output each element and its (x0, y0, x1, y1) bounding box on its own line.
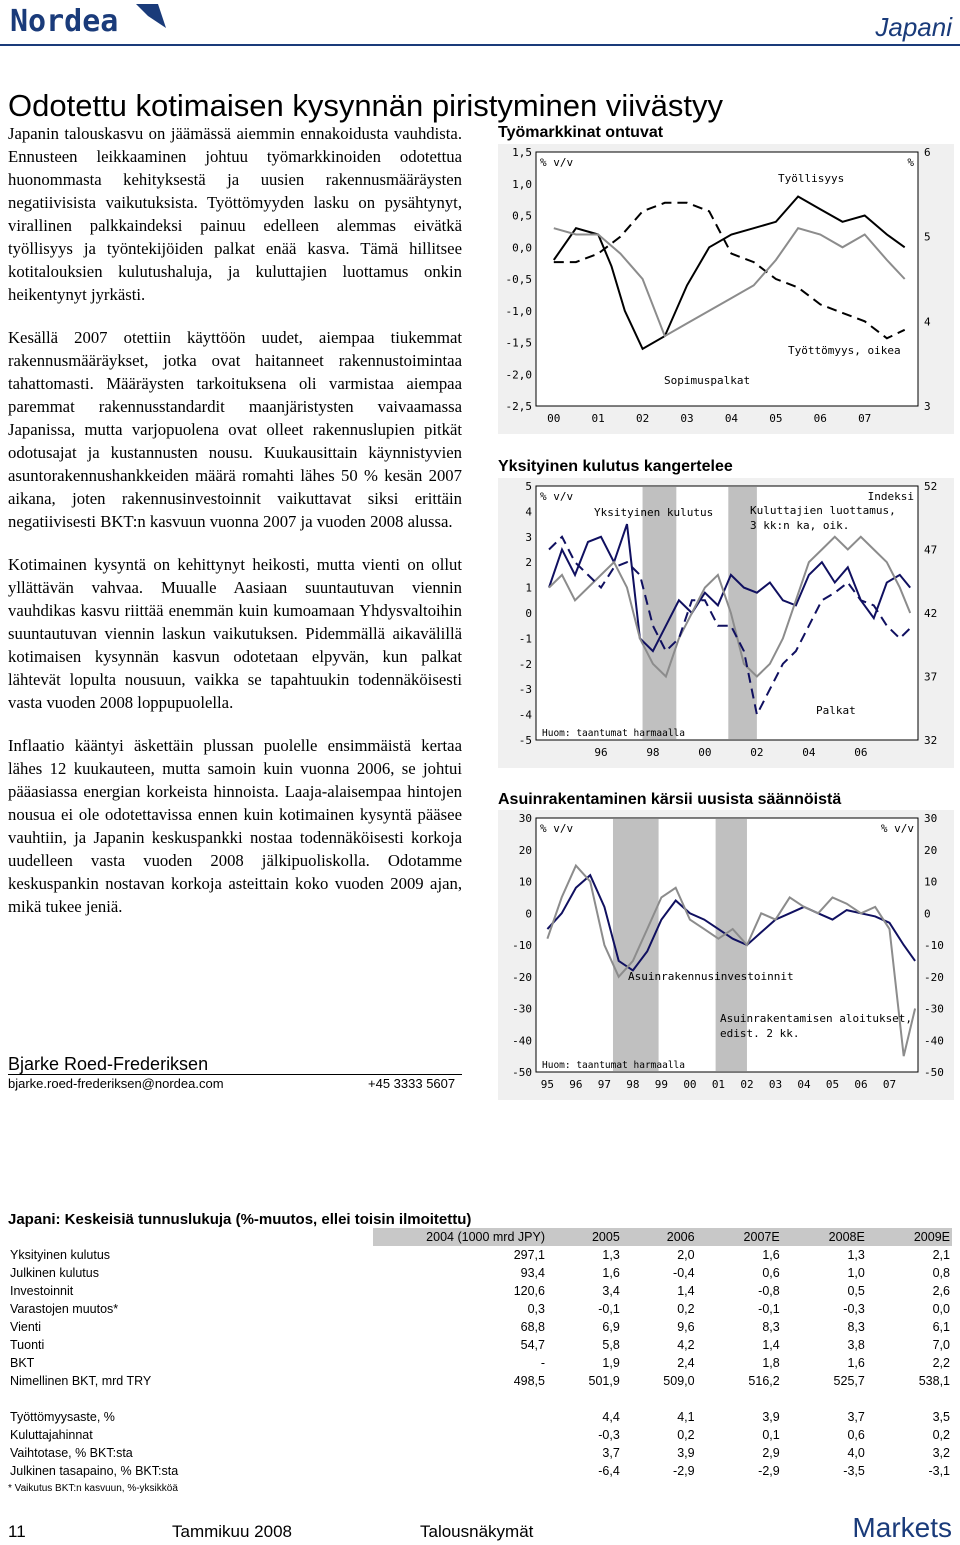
x-tick: 04 (724, 412, 739, 425)
x-tick: 00 (547, 412, 561, 425)
table-cell: 4,4 (602, 1410, 620, 1424)
chart-labour-market (498, 144, 954, 434)
table-cell: 1,4 (677, 1284, 695, 1298)
table-cell: - (540, 1356, 545, 1370)
table-row-label: Investoinnit (8, 1282, 373, 1300)
table-cell: 516,2 (748, 1374, 780, 1388)
table-cell: 0,8 (932, 1266, 950, 1280)
table-cell: 3,2 (932, 1446, 950, 1460)
table-cell: 6,9 (602, 1320, 620, 1334)
chart-housing (498, 810, 954, 1100)
table-cell: 4,2 (677, 1338, 695, 1352)
headline: Odotettu kotimaisen kysynnän piristyminen viivästyy (8, 88, 724, 123)
x-tick: 02 (750, 746, 764, 759)
table-cell: 1,8 (762, 1356, 780, 1370)
table-cell: 538,1 (918, 1374, 950, 1388)
table-cell: 501,9 (588, 1374, 620, 1388)
table-cell: 68,8 (520, 1320, 545, 1334)
table-cell: 4,1 (677, 1410, 695, 1424)
x-tick: 98 (626, 1078, 640, 1091)
table-cell: 0,3 (527, 1302, 545, 1316)
table-header-cell: 2009E (867, 1228, 952, 1246)
x-tick: 01 (711, 1078, 726, 1091)
y-tick-left: -20 (512, 970, 532, 984)
y-tick-left: -2 (518, 657, 532, 671)
table-cell: -0,3 (843, 1302, 865, 1316)
x-tick: 96 (569, 1078, 583, 1091)
table-cell: 1,9 (602, 1356, 620, 1370)
table-cell: 1,4 (762, 1338, 780, 1352)
y-tick-right: 52 (924, 480, 938, 493)
table-row-label: Nimellinen BKT, mrd TRY (8, 1372, 373, 1390)
table-cell: 0,5 (847, 1284, 865, 1298)
table-cell: 1,3 (847, 1248, 865, 1262)
y-tick-left: -1,5 (505, 336, 532, 350)
y-tick-left: -1,0 (505, 304, 532, 318)
x-tick: 01 (591, 412, 605, 425)
series-label: edist. 2 kk. (720, 1027, 800, 1040)
y-tick-left: 10 (518, 875, 532, 889)
table-cell: 0,1 (762, 1428, 780, 1442)
x-tick: 06 (854, 746, 868, 759)
y-tick-right: 32 (924, 734, 938, 747)
table-cell: 2,9 (762, 1446, 780, 1460)
table-spacer-cell (8, 1390, 952, 1408)
table-cell: 2,2 (932, 1356, 950, 1370)
series-label: Työttömyys, oikea (788, 344, 901, 357)
table-spacer (8, 1390, 952, 1408)
table-cell: 8,3 (847, 1320, 865, 1334)
y-tick-left: 0,0 (512, 241, 532, 255)
y-tick-right: 5 (924, 230, 931, 244)
table-row-label: Varastojen muutos* (8, 1300, 373, 1318)
y-tick-right: 10 (924, 875, 938, 889)
paragraph: Kotimainen kysyntä on kehittynyt heikosti, mutta vienti on ollut yllättävän vahvaa. Muualle Aasiaan suuntautuvan viennin vauhdikas kasvu riittää enemmän kuin kumoamaan Yhdysvaltoihin suuntautuvan viennin laskun vaikutuksen. Pidemmällä aikavälillä kotimaisen kysynnän kasvun odotetaan elpyvän, kun palkat lähtevät lopulta nousuun, vaikka se tapahtuukin todennäköisesti vasta vuoden 2008 loppupuolella. (8, 555, 462, 712)
table-cell: 7,0 (932, 1338, 950, 1352)
table-cell: 0,2 (677, 1302, 695, 1316)
chart1-title: Työmarkkinat ontuvat (498, 124, 664, 141)
y-tick-left: 2 (525, 556, 532, 570)
author-rule (8, 1074, 462, 1075)
y-tick-left: 1,0 (512, 177, 532, 191)
table-header-cell: 2007E (697, 1228, 782, 1246)
table-cell (373, 1462, 547, 1480)
table-header-cell: 2006 (622, 1228, 697, 1246)
table-header-cell: 2005 (547, 1228, 622, 1246)
series-label: 3 kk:n ka, oik. (750, 519, 850, 532)
y-tick-left: 4 (525, 505, 532, 519)
table-cell: 3,4 (602, 1284, 620, 1298)
table-cell: -0,1 (598, 1302, 620, 1316)
table-cell: -3,5 (843, 1464, 865, 1478)
table-title: Japani: Keskeisiä tunnuslukuja (%-muutos, ellei toisin ilmoitettu) (8, 1211, 472, 1228)
publication-date: Tammikuu 2008 (172, 1522, 293, 1541)
series-label: Asuinrakennusinvestoinnit (628, 970, 794, 983)
table-row-label: Julkinen kulutus (8, 1264, 373, 1282)
right-unit-label: % v/v (880, 822, 914, 835)
y-tick-left: -5 (518, 734, 532, 747)
table-row (8, 1444, 952, 1462)
paragraph: Japanin talouskasvu on jäämässä aiemmin ennakoidusta vauhdista. Ennusteen leikkaaminen johtuu työmarkkinoiden odotettua huonommasta kehityksestä ja uusien rakennusmääräysten negatiivisista vaikutuksista. Työttömyyden lasku on pysähtynyt, virallinen palkkaindeksi painuu edelleen alemmas eivätkä työllisyys ja työntekijöiden palkat enää kasva. Tämä hillitsee kotitalouksien kulutushaluja, ja kuluttajien luottamus onkin heikentynyt jyrkästi. (8, 124, 462, 304)
x-tick: 02 (740, 1078, 754, 1091)
x-tick: 00 (683, 1078, 697, 1091)
nordea-sail-icon (136, 4, 166, 28)
y-tick-right: 6 (924, 146, 931, 159)
table-row-label: Julkinen tasapaino, % BKT:sta (8, 1462, 373, 1480)
table-row (8, 1246, 952, 1264)
table-header-cell (8, 1228, 373, 1246)
series-label: Palkat (816, 704, 856, 717)
x-tick: 04 (802, 746, 816, 759)
table-cell: 1,0 (847, 1266, 865, 1280)
recession-note: Huom: taantumat harmaalla (542, 728, 685, 739)
y-tick-right: 47 (924, 543, 938, 557)
recession-band (613, 819, 659, 1071)
y-tick-left: -4 (518, 708, 532, 722)
table-cell: 525,7 (833, 1374, 865, 1388)
x-tick: 96 (594, 746, 608, 759)
series-label: Työllisyys (778, 172, 845, 185)
y-tick-left: 30 (518, 812, 532, 825)
author-phone: +45 3333 5607 (368, 1076, 456, 1091)
table-cell: 3,5 (932, 1410, 950, 1424)
x-tick: 05 (825, 1078, 840, 1091)
table-cell: 120,6 (513, 1284, 545, 1298)
table-row (8, 1462, 952, 1480)
y-tick-right: 42 (924, 607, 938, 620)
x-tick: 02 (635, 412, 650, 425)
table-cell: -0,8 (758, 1284, 780, 1298)
author-email[interactable]: bjarke.roed-frederiksen@nordea.com (8, 1076, 224, 1091)
chart3-title: Asuinrakentaminen kärsii uusista säännöistä (498, 791, 842, 808)
y-tick-left: 3 (525, 530, 532, 544)
series-label: Sopimuspalkat (664, 374, 751, 387)
x-tick: 00 (698, 746, 712, 759)
table-cell (373, 1426, 547, 1444)
y-tick-right: 30 (924, 812, 938, 825)
right-unit-label: Indeksi (867, 490, 914, 503)
table-header-row (8, 1228, 952, 1246)
table-row (8, 1264, 952, 1282)
table-cell: 54,7 (520, 1338, 545, 1352)
x-tick: 07 (858, 412, 872, 425)
y-tick-left: 0 (525, 907, 532, 921)
x-tick: 07 (882, 1078, 897, 1091)
table-cell: 4,0 (847, 1446, 865, 1460)
table-cell: 3,9 (762, 1410, 780, 1424)
table-row (8, 1372, 952, 1390)
y-tick-left: 5 (525, 480, 532, 493)
table-cell: -2,9 (758, 1464, 780, 1478)
table-cell: 498,5 (513, 1374, 545, 1388)
x-tick: 97 (597, 1078, 612, 1091)
plot-area (536, 152, 918, 406)
table-cell (373, 1408, 547, 1426)
table-cell: 509,0 (663, 1374, 695, 1388)
table-cell: 93,4 (520, 1266, 545, 1280)
y-tick-left: -2,5 (505, 400, 532, 413)
author-name: Bjarke Roed-Frederiksen (8, 1054, 209, 1074)
x-tick: 99 (654, 1078, 669, 1091)
table-row-label: Kuluttajahinnat (8, 1426, 373, 1444)
table-row-label: Yksityinen kulutus (8, 1246, 373, 1264)
series-label: Asuinrakentamisen aloitukset, (720, 1012, 913, 1025)
key-figures-table (8, 1228, 952, 1480)
table-row (8, 1354, 952, 1372)
table-cell: 5,8 (602, 1338, 620, 1352)
table-row-label: Tuonti (8, 1336, 373, 1354)
y-tick-right: -30 (924, 1002, 944, 1016)
recession-note: Huom: taantumat harmaalla (542, 1060, 685, 1071)
chart2-title: Yksityinen kulutus kangertelee (498, 458, 733, 475)
table-row-label: Vienti (8, 1318, 373, 1336)
y-tick-left: 1,5 (512, 146, 532, 159)
table-row (8, 1336, 952, 1354)
x-tick: 95 (540, 1078, 555, 1091)
series-label: Yksityinen kulutus (594, 506, 714, 519)
x-tick: 06 (854, 1078, 868, 1091)
publication-name: Talousnäkymät (420, 1522, 534, 1541)
y-tick-right: 4 (924, 315, 931, 329)
y-tick-left: -0,5 (505, 273, 532, 286)
paragraph: Kesällä 2007 otettiin käyttöön uudet, aiempaa tiukemmat rakennusmääräykset, jotka ovat haitanneet rakennustoimintaa tahattomasti. Määräysten tarkoituksena oli varmistaa aiempaa paremmat rakennusstandardit maanjäristysten vaivaamassa Japanissa, mutta varjopuolena ovat olleet rakennuslupien pitkät odotusajat ja kustannusten nousu. Kuukausittain käynnistyvien asuntorakennushankkeiden määrä romahti lähes 50 % kesän 2007 aikana, joten rakennusinvestoinnit vaikuttavat siksi erittäin negatiivisesti BKT:n kasvuun vuonna 2007 ja vuoden 2008 alussa. (8, 328, 462, 531)
table-cell: -2,9 (673, 1464, 695, 1478)
table-cell: 1,6 (602, 1266, 620, 1280)
y-tick-left: -2,0 (505, 368, 532, 382)
table-cell: 0,0 (932, 1302, 950, 1316)
table-row-label: BKT (8, 1354, 373, 1372)
table-cell: 1,6 (762, 1248, 780, 1262)
table-cell: 3,7 (847, 1410, 865, 1424)
plot-area (536, 486, 918, 740)
nordea-logo (8, 2, 168, 38)
page-number: 11 (8, 1522, 26, 1541)
x-tick: 05 (769, 412, 783, 425)
table-header-cell: 2008E (782, 1228, 867, 1246)
table-cell: 6,1 (932, 1320, 950, 1334)
table-cell: -0,4 (673, 1266, 695, 1280)
table-row (8, 1408, 952, 1426)
nordea-logo-text: Nordea (10, 4, 119, 38)
table-cell: 9,6 (677, 1320, 695, 1334)
y-tick-right: 3 (924, 400, 931, 413)
y-tick-right: 0 (924, 907, 931, 921)
table-cell: 2,0 (677, 1248, 695, 1262)
series-label: Kuluttajien luottamus, (750, 504, 896, 517)
y-tick-left: -10 (512, 939, 532, 952)
y-tick-right: -50 (924, 1066, 944, 1079)
y-tick-left: -50 (512, 1066, 532, 1079)
left-unit-label: % v/v (540, 490, 574, 503)
y-tick-left: -3 (518, 683, 532, 697)
table-row (8, 1318, 952, 1336)
y-tick-left: 1 (525, 581, 532, 595)
y-tick-left: 0,5 (512, 209, 532, 223)
table-cell: 0,2 (932, 1428, 950, 1442)
y-tick-right: 37 (924, 670, 938, 684)
table-cell: 3,7 (602, 1446, 620, 1460)
table-cell: 297,1 (513, 1248, 545, 1262)
right-unit-label: % (907, 156, 914, 169)
markets-logo: Markets (852, 1512, 952, 1543)
table-cell: 8,3 (762, 1320, 780, 1334)
y-tick-left: -30 (512, 1002, 532, 1016)
region-label: Japani (875, 12, 952, 42)
left-unit-label: % v/v (540, 156, 574, 169)
y-tick-left: -1 (518, 632, 532, 646)
article-body (8, 122, 462, 938)
x-tick: 06 (813, 412, 827, 425)
table-cell: 1,3 (602, 1248, 620, 1262)
table-row (8, 1426, 952, 1444)
x-tick: 98 (646, 746, 660, 759)
table-cell: 2,6 (932, 1284, 950, 1298)
table-header-cell: 2004 (1000 mrd JPY) (373, 1228, 547, 1246)
y-tick-right: 20 (924, 843, 938, 857)
y-tick-left: 0 (525, 607, 532, 620)
table-cell: -0,3 (598, 1428, 620, 1442)
paragraph: Inflaatio kääntyi äskettäin plussan puolelle ensimmäistä kertaa lähes 12 kuukauteen, mutta samoin kuin vuonna 2006, se johtui pääasiassa energian korkeista hinnoista. Laaja-alaisempaa hintojen nousua ei ole odotettavissa ennen kuin kotimainen kysyntä pääsee vauhtiin, ja Japanin keskuspankki nostaa todennäköisesti korkoja uudelleen vasta vuoden 2008 jälkipuoliskolla. Odotamme keskuspankin nostavan korkoja asteittain koko vuoden 2009 ajan, mikä tukee jeniä. (8, 736, 462, 916)
table-row-label: Työttömyysaste, % (8, 1408, 373, 1426)
table-cell: 3,9 (677, 1446, 695, 1460)
table-cell: 0,6 (762, 1266, 780, 1280)
y-tick-right: -10 (924, 939, 944, 952)
left-unit-label: % v/v (540, 822, 574, 835)
table-row (8, 1300, 952, 1318)
x-tick: 04 (797, 1078, 811, 1091)
table-cell: 0,2 (677, 1428, 695, 1442)
table-row-label: Vaihtotase, % BKT:sta (8, 1444, 373, 1462)
chart-private-consumption (498, 478, 954, 768)
y-tick-right: -20 (924, 970, 944, 984)
table-cell: -6,4 (598, 1464, 620, 1478)
y-tick-right: -40 (924, 1034, 944, 1048)
table-cell: 3,8 (847, 1338, 865, 1352)
x-tick: 03 (680, 412, 694, 425)
x-tick: 03 (768, 1078, 783, 1091)
table-row (8, 1282, 952, 1300)
table-cell: 2,4 (677, 1356, 695, 1370)
table-cell: 2,1 (932, 1248, 950, 1262)
table-cell: 0,6 (847, 1428, 865, 1442)
recession-band (643, 487, 677, 739)
table-cell: -0,1 (758, 1302, 780, 1316)
table-cell: 1,6 (847, 1356, 865, 1370)
y-tick-left: 20 (518, 843, 532, 857)
table-footnote: * Vaikutus BKT:n kasvuun, %-yksikköä (8, 1483, 178, 1494)
header-rule (0, 44, 960, 46)
table-cell (373, 1444, 547, 1462)
y-tick-left: -40 (512, 1034, 532, 1048)
table-cell: -3,1 (928, 1464, 950, 1478)
